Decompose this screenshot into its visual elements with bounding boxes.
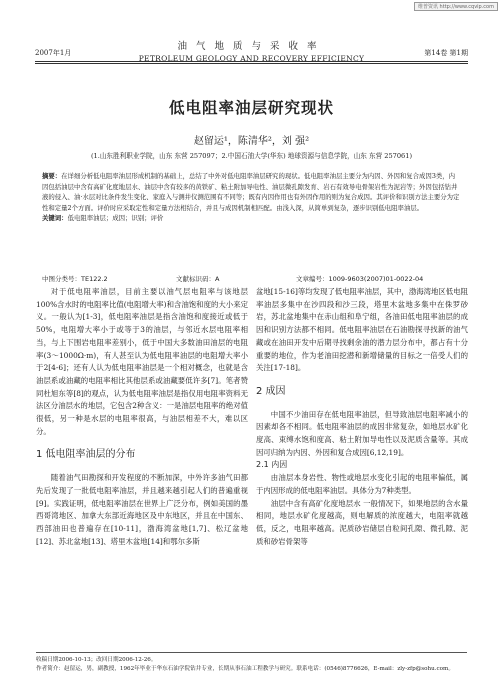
- paper-title: 低电阻率油层研究现状: [168, 99, 334, 117]
- distribution-paragraph: 随着油气田勘探和开发程度的不断加深，中外许多油气田都先后发现了一批低电阻率油层，并且越来越引起人们的普遍重视[9]。实践证明，低电阻率油层在世界上广泛分布，例如美国的墨西哥湾地区、加拿大东部近海地区及中东地区，并且在中国东、西部油田也普遍存在[10-11]，渤海湾盆地[1,7]、松辽盆地[12]、苏北盆地[13]、塔里木盆地[14]和鄂尔多斯: [36, 473, 248, 546]
- internal-causes-paragraph: 由油层本身岩性、物性或地层水变化引起的电阻率偏低，属于内因形成的低电阻率油层。具体分为7种类型。: [256, 473, 468, 495]
- journal-name-en: PETROLEUM GEOLOGY AND RECOVERY EFFICIENCY: [138, 54, 365, 63]
- section-2-1-heading: 2.1 内因: [256, 460, 288, 470]
- left-column: [36, 286, 248, 548]
- issue-date: 2007年1月: [35, 49, 72, 57]
- intro-paragraph: 对于低电阻率油层，目前主要以油气层电阻率与该地层100%含水时的电阻率比值(电阻增大率)和含油饱和度的大小来定义。一般认为[1-3]，低电阻率油层是指含油饱和度接近或低于50%，电阻增大率小于或等于3的油层，与邻近水层电阻率相当，与上下围岩电阻率差别小，低于中国大多数油田油层的电阻率(3～1000Ω·m)，有人甚至认为低电阻率油层的电阻增大率小于2[4-6]；还有人认为低电阻率油层是一个相对概念，也就是含油层系或油藏的电阻率相比其他层系或油藏要低许多[7]。笔者赞同杜旭东等[8]的观点，认为低电阻率油层是指仅用电阻率资料无法区分油层水的地层，它包含2种含义：一是油层电阻率的绝对值很低，另一种是水层的电阻率很高，与油层相差不大，难以区分。: [36, 287, 248, 436]
- keywords-label: 关键词：: [42, 214, 68, 223]
- abstract-text: 在详细分析低电阻率油层形成机制的基础上，总结了中外对低电阻率油层研究的现状。低电阻率油层主要分为内因、外因和复合成因3类，内因包括油层中含有高矿化度地层水、油层中含有较多的黄铁矿、粘土附加导电性、油层微孔隙发育、岩石有效导电骨架岩性为泥岩等；外因包括钻井液的侵入、油·水层对比条件发生变化、家庭入与测井仪测范围有不同等；既有内因作用也有外因作用的则为复合成因。其评价和识别方法主要分为定性和定量2个方面。评价时应采取定性和定量方法相结合，并且与成因机制相匹配。由浅入深，从简单到复杂，逐步识别低电阻率油层。: [42, 172, 460, 212]
- authors: 赵留运¹，陈清华²，刘 强²: [193, 136, 310, 147]
- author-bio: 作者简介：赵留运，男，副教授，1962年毕业于华东石油学院钻井专业，长期从事石油工程教学与研究。联系电话：(0546)8776626，E-mail：zly-zfp@sohu.com。: [36, 665, 454, 672]
- received-date: 收稿日期2006-10-13；改回日期2006-12-26。: [36, 657, 157, 663]
- abstract-label: 摘要：: [42, 172, 62, 180]
- document-code: 文献标识码：A: [176, 275, 220, 283]
- distribution-continued: 盆地[15-16]等均发现了低电阻率油层，其中，渤海湾地区低电阻率油层多集中在沙四段和沙三段，塔里木盆地多集中在侏罗砂岩，苏北盆地集中在赤山组和阜宁组，各油田低电阻率油层的成因和识别方法都不相同。低电阻率油层在石油勘探寻找新的油气藏或在油田开发中后期寻找剩余油的潜力层分布中，都占有十分重要的地位，作为老油田挖潜和新增储量的目标之一倍受人们的关注[17-18]。: [256, 287, 468, 373]
- keywords: [42, 213, 461, 224]
- article-number: 文章编号：1009-9603(2007)01-0022-04: [296, 275, 424, 283]
- header-rule-top: [35, 61, 468, 62]
- section-1-heading: 1 低电阻率油层的分布: [36, 449, 136, 461]
- right-column: [256, 286, 468, 548]
- issue-volume: 第14卷 第1期: [424, 49, 468, 57]
- clc-number: 中图分类号：TE122.2: [42, 275, 108, 283]
- causes-paragraph: 中国不少油田存在低电阻率油层，但导致油层电阻率减小的因素却各不相同。低电阻率油层的成因非常复杂，如地层水矿化度高、束缚水饱和度高、粘土附加导电性以及泥质含量等。其成因可归纳为内因、外因和复合成因[6,12,19]。: [256, 409, 468, 457]
- abstract-block: [42, 171, 461, 224]
- header-rule-bottom: [35, 63, 468, 64]
- journal-header: [35, 38, 468, 63]
- abstract: [42, 171, 461, 213]
- footnote: [36, 652, 467, 673]
- salinity-paragraph: 油层中含有高矿化度地层水 一般情况下，如果地层的含水量相同，地层水矿化度越高，则电解质的浓度越大，电阻率就越低，反之，电阻率越高。泥质砂岩储层自粒间孔隙、微孔隙、泥质和砂岩骨架等: [256, 498, 468, 546]
- keywords-text: 低电阻率油层；成因；识别；评价: [67, 214, 164, 223]
- section-2-heading: 2 成因: [256, 385, 286, 397]
- affiliation: (1.山东胜利职业学院，山东 东营 257097；2.中国石油大学(华东) 地球资源与信息学院，山东 东营 257061): [90, 152, 413, 160]
- watermark: 维普资讯 http://www.cqvip.com: [414, 2, 498, 11]
- journal-name-cn: 油气地质与采收率: [177, 41, 326, 52]
